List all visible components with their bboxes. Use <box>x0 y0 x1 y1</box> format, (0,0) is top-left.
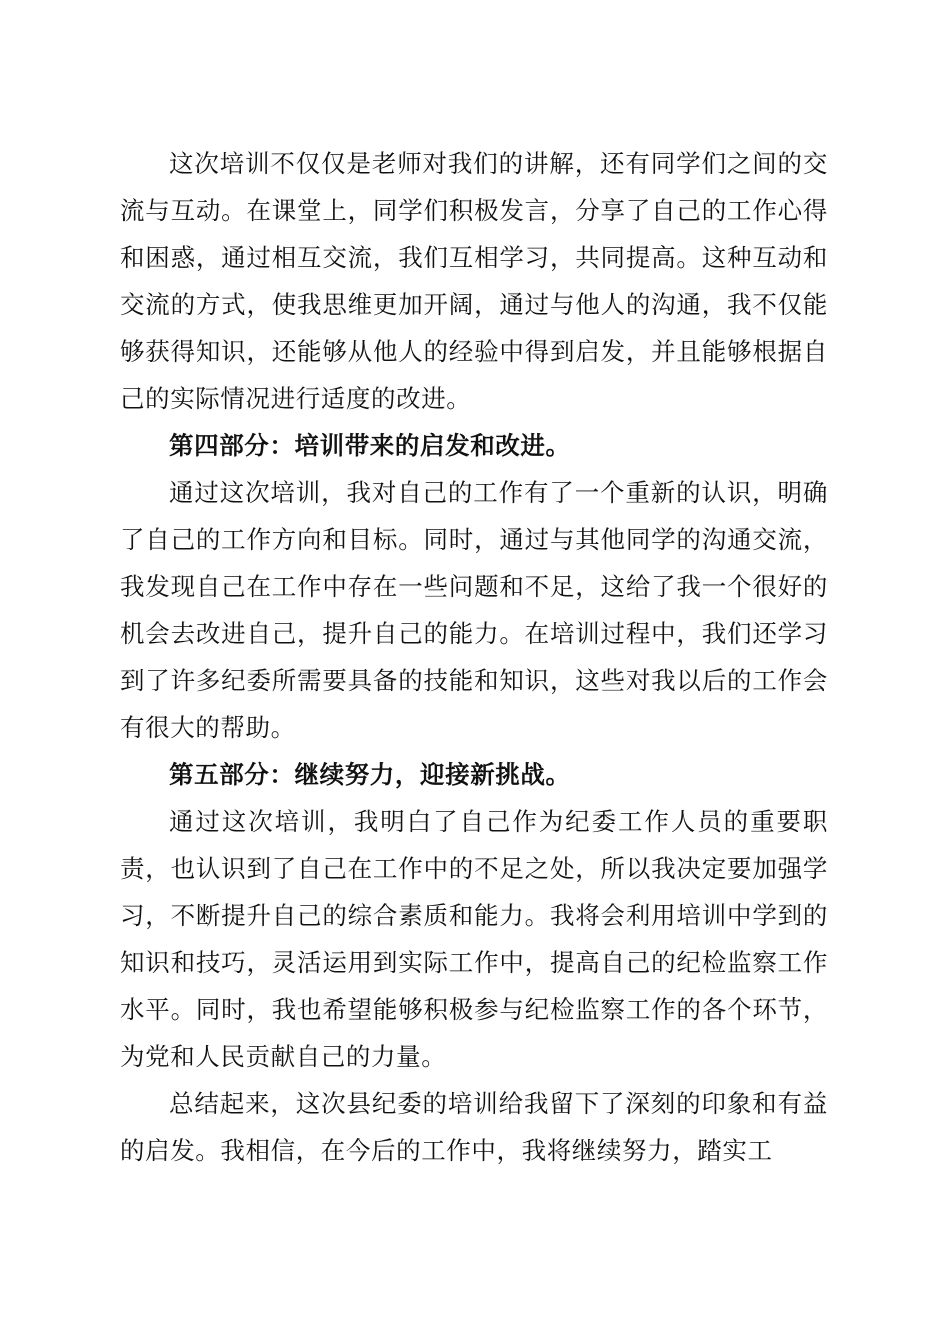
section-heading-part-five: 第五部分：继续努力，迎接新挑战。 <box>169 760 571 789</box>
paragraph-summary: 总结起来，这次县纪委的培训给我留下了深刻的印象和有益的启发。我相信，在今后的工作中，我将继续努力，踏实工 <box>120 1089 828 1165</box>
paragraph-inspiration: 通过这次培训，我对自己的工作有了一个重新的认识，明确了自己的工作方向和目标。同时，通过与其他同学的沟通交流，我发现自己在工作中存在一些问题和不足，这给了我一个很好的机会去改进自己，提升自己的能力。在培训过程中，我们还学习到了许多纪委所需要具备的技能和知识，这些对我以后的工作会有很大的帮助。 <box>120 478 828 742</box>
section-heading-part-four: 第四部分：培训带来的启发和改进。 <box>169 431 571 460</box>
paragraph-continue-effort: 通过这次培训，我明白了自己作为纪委工作人员的重要职责，也认识到了自己在工作中的不足之处，所以我决定要加强学习，不断提升自己的综合素质和能力。我将会利用培训中学到的知识和技巧，灵活运用到实际工作中，提高自己的纪检监察工作水平。同时，我也希望能够积极参与纪检监察工作的各个环节，为党和人民贡献自己的力量。 <box>120 807 828 1071</box>
document-body <box>120 140 828 1174</box>
paragraph-interaction: 这次培训不仅仅是老师对我们的讲解，还有同学们之间的交流与互动。在课堂上，同学们积极发言，分享了自己的工作心得和困惑，通过相互交流，我们互相学习，共同提高。这种互动和交流的方式，使我思维更加开阔，通过与他人的沟通，我不仅能够获得知识，还能够从他人的经验中得到启发，并且能够根据自己的实际情况进行适度的改进。 <box>120 149 828 413</box>
